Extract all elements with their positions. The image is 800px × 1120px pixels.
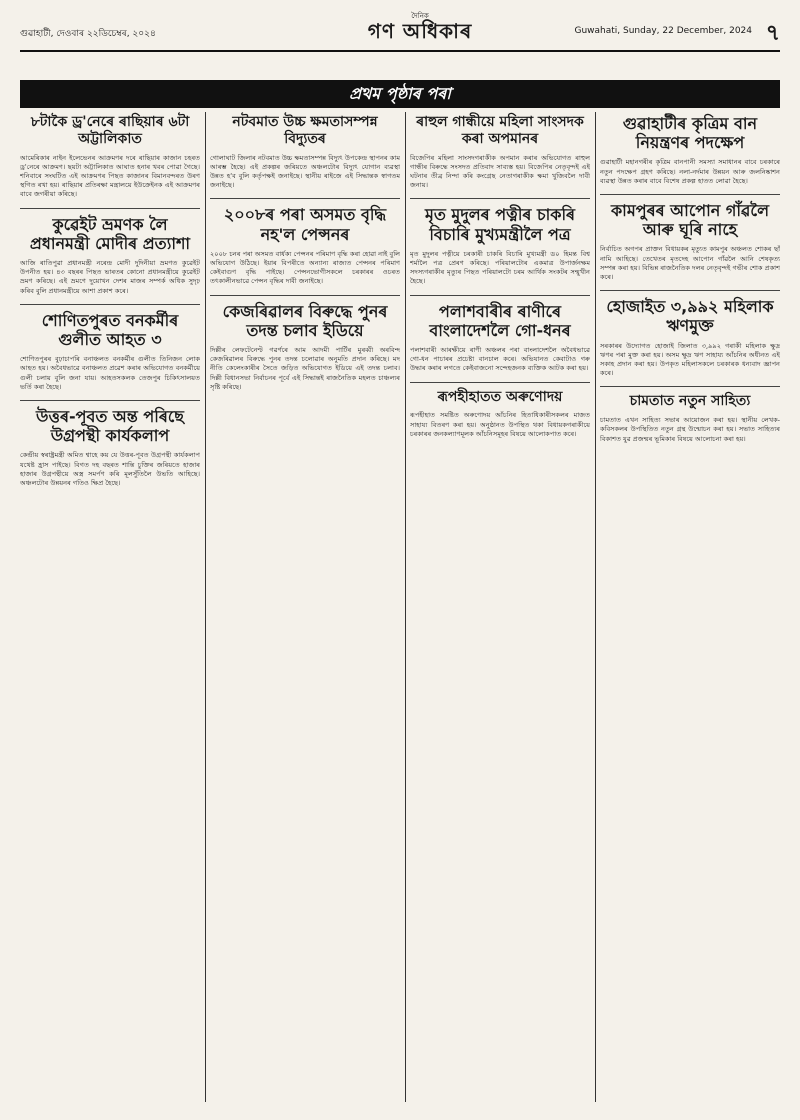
article-headline: পলাশবাৰীৰ ৰাণীৰে বাংলাদেশলৈ গো-ধনৰ [429, 301, 571, 340]
article-separator [600, 386, 780, 387]
article [210, 205, 400, 286]
article-body: পলাশবাৰী আৰক্ষীয়ে ৰাণী অঞ্চলৰ পৰা বাংলাদেশলৈ অবৈধভাৱে গো-ধন পাচাৰৰ প্ৰচেষ্টা বানচাল কৰে। অভিযানত কেবাটাও গৰু উদ্ধাৰ কৰাৰ লগতে কেইবাজনো সন্দেহজনক ব্যক্তিক আটক কৰা হয়। [410, 345, 590, 373]
masthead [20, 12, 780, 46]
article-separator [20, 304, 200, 305]
column-2 [210, 112, 400, 1102]
article-body: নিৰ্বাচিত অগপৰ প্ৰাক্তন বিধায়কৰ মৃত্যুত কামপুৰ অঞ্চলত শোকৰ ছাঁ নামি আহিছে। তেখেতৰ মৃতদেহ আপোন গাঁৱলৈ আনি শেষকৃত্য সম্পন্ন কৰা হয়। বিভিন্ন ৰাজনৈতিক দলৰ নেতৃবৃন্দই গভীৰ শোক প্ৰকাশ কৰে। [600, 245, 780, 281]
article [600, 297, 780, 378]
page-number: ৭ [765, 21, 780, 46]
article-headline: হোজাইত ৩,৯৯২ মহিলাক ঋণমুক্ত [606, 297, 774, 336]
article-headline: শোণিতপুৰত বনকৰ্মীৰ গুলীত আহত ৩ [41, 310, 179, 349]
article [410, 114, 590, 190]
article-body: গুৱাহাটী মহানগৰীৰ কৃত্ৰিম বানপানী সমস্যা সমাধানৰ বাবে চৰকাৰে নতুন পদক্ষেপ গ্ৰহণ কৰিছে। নলা-নৰ্দমাৰ উন্নয়ন আৰু জলনিষ্কাশন ব্যৱস্থা উন্নত কৰাৰ বাবে বিশেষ প্ৰকল্প হাতত লোৱা হৈছে। [600, 158, 780, 185]
article-headline: ২০০৮ৰ পৰা অসমত বৃদ্ধি নহ'ল পেন্সনৰ [223, 205, 387, 244]
article-headline: মৃত মুদুলৰ পত্নীৰ চাকৰি বিচাৰি মুখ্যমন্ত্ৰীলৈ পত্ৰ [424, 205, 576, 244]
article-body: কেন্দ্ৰীয় স্বৰাষ্ট্ৰমন্ত্ৰী অমিত শ্বাহে কয় যে উত্তৰ-পূবত উগ্ৰপন্থী কাৰ্যকলাপ যথেষ্ট হ্ৰাস পাইছে। বিগত দহ বছৰত শান্তি চুক্তিৰ জৰিয়তে হাজাৰ হাজাৰ উগ্ৰপন্থীয়ে অস্ত্ৰ সমৰ্পণ কৰি মূলসুঁতিলৈ উভতি আহিছে। অঞ্চলটোৰ উন্নয়নৰ গতিও ক্ষিপ্ৰ হৈছে। [20, 451, 200, 487]
column-divider [595, 112, 596, 1102]
article-headline: কামপুৰৰ আপোন গাঁৱলৈ আৰু ঘূৰি নাহে [610, 200, 769, 240]
column-1 [20, 112, 200, 1102]
article [410, 302, 590, 374]
article-headline: কুৱেইট ভ্ৰমণক লৈ প্ৰধানমন্ত্ৰী মোদীৰ প্ৰত্যাশা [29, 214, 191, 253]
article-body: ২০০৮ চনৰ পৰা অসমত বাৰ্ধক্য পেন্সনৰ পৰিমাণ বৃদ্ধি কৰা হোৱা নাই বুলি অভিযোগ উঠিছে। ইয়াৰ বিপৰীতে অন্যান্য ৰাজ্যত পেন্সনৰ পৰিমাণ কেইবাগুণ বৃদ্ধি পাইছে। পেন্সনভোগীসকলে চৰকাৰৰ ওচৰত তৎকালীনভাৱে পেন্সন বৃদ্ধিৰ দাবী জনাইছে। [210, 249, 400, 286]
column-divider [205, 112, 206, 1102]
article-headline: ৰূপহীহাতত অৰুণোদয় [437, 388, 563, 405]
newspaper-logo [350, 12, 490, 42]
article-separator [600, 290, 780, 291]
article-separator [410, 198, 590, 199]
article [20, 407, 200, 488]
article-body: আমেৰিকাৰ নাইন ইলেভেনৰ আক্ৰমণৰ দৰে ৰাছিয়াৰ কাজান চহৰত ড্ৰ'নেৰে আক্ৰমণ। ছয়টা অট্টালিকাত আঘাত হনাৰ খবৰ পোৱা গৈছে। শনিবাৰে সংঘটিত এই আক্ৰমণৰ পিছত কাজানৰ বিমানবন্দৰত উৰণ স্থগিত ৰখা হয়। ৰাছিয়াৰ প্ৰতিৰক্ষা মন্ত্ৰালয়ে ইউক্ৰেইনক এই আক্ৰমণৰ বাবে জগৰীয়া কৰিছে। [20, 153, 200, 199]
column-3 [410, 112, 590, 1102]
article [600, 114, 780, 186]
article-body: আজি ৰাতিপুৱা প্ৰধানমন্ত্ৰী নৰেন্দ্ৰ মোদী দুদিনীয়া ভ্ৰমণত কুৱেইট উপনীত হয়। ৪৩ বছৰৰ পিছত ভাৰতৰ কোনো প্ৰধানমন্ত্ৰীয়ে কুৱেইট ভ্ৰমণ কৰিছে। এই ভ্ৰমণে দুয়োখন দেশৰ মাজৰ সম্পৰ্ক অধিক সুদৃঢ় কৰিব বুলি প্ৰধানমন্ত্ৰীয়ে আশা প্ৰকাশ কৰে। [20, 258, 200, 295]
section-title: প্ৰথম পৃষ্ঠাৰ পৰা [20, 80, 780, 108]
article [20, 311, 200, 392]
article-separator [410, 382, 590, 383]
article [20, 215, 200, 296]
article-body: মৃত মুদুলৰ পত্নীয়ে চৰকাৰী চাকৰি বিচাৰি মুখ্যমন্ত্ৰী ড০ হিমন্ত বিশ্ব শৰ্মালৈ পত্ৰ প্ৰেৰণ কৰিছে। পৰিয়ালটোৰ একমাত্ৰ উপাৰ্জনক্ষম সদস্যগৰাকীৰ মৃত্যুৰ পিছত পৰিয়ালটো চৰম আৰ্থিক সংকটৰ সন্মুখীন হৈছে। [410, 249, 590, 286]
article-body: শোণিতপুৰৰ বুঢ়াচাপৰি বনাঞ্চলত বনকৰ্মীৰ গুলীত তিনিজন লোক আহত হয়। অবৈধভাৱে বনাঞ্চলত প্ৰৱেশ কৰাৰ অভিযোগত বনকৰ্মীয়ে গুলী চলায় বুলি জনা যায়। আহতসকলক তেজপুৰ চিকিৎসালয়ত ভৰ্তি কৰা হৈছে। [20, 355, 200, 391]
article [410, 205, 590, 286]
article [600, 201, 780, 282]
article-separator [210, 295, 400, 296]
article-body: চামতাত এখন সাহিত্য সভাৰ আয়োজন কৰা হয়। স্থানীয় লেখক-কবিসকলৰ উপস্থিতিত নতুন গ্ৰন্থ উন্মোচন কৰা হয়। সভাত সাহিত্যৰ বিকাশত যুৱ প্ৰজন্মৰ ভূমিকাৰ বিষয়ে আলোচনা কৰা হয়। [600, 416, 780, 443]
article-headline: কেজৰিৱালৰ বিৰুদ্ধে পুনৰ তদন্ত চলাব ইডিয়ে [222, 301, 388, 340]
article-headline: ৮টাকৈ ড্ৰ'নেৰে ৰাছিয়াৰ ৬টা অট্টালিকাত [30, 114, 190, 147]
logo-title: গণ অধিকাৰ [367, 19, 473, 43]
article-headline: ৰাহুল গান্ধীয়ে মহিলা সাংসদক কৰা অপমানৰ [416, 114, 584, 147]
article-headline: নটবমাত উচ্চ ক্ষমতাসম্পন্ন বিদ্যুতৰ [232, 114, 378, 147]
article-headline: চামতাত নতুন সাহিত্য [629, 393, 751, 410]
article [410, 389, 590, 439]
masthead-date-english: Guwahati, Sunday, 22 December, 2024 [574, 26, 752, 36]
article-body: সৰকাৰৰ উদ্যোগত হোজাই জিলাত ৩,৯৯২ গৰাকী মহিলাক ক্ষুদ্ৰ ঋণৰ পৰা মুক্ত কৰা হয়। অসম ক্ষুদ্ৰ ঋণ সাহায্য আঁচনিৰ অধীনত এই সকাহ প্ৰদান কৰা হয়। উপকৃত মহিলাসকলে চৰকাৰক ধন্যবাদ জ্ঞাপন কৰে। [600, 341, 780, 378]
masthead-divider [20, 50, 780, 52]
column-4 [600, 112, 780, 1102]
article-separator [20, 208, 200, 209]
article-separator [600, 194, 780, 195]
article-headline: উত্তৰ-পূবত অন্ত পৰিছে উগ্ৰপন্থী কাৰ্যকলাপ [36, 406, 184, 446]
column-divider [405, 112, 406, 1102]
article [210, 114, 400, 190]
article [20, 114, 200, 200]
article-headline: গুৱাহাটীৰ কৃত্ৰিম বান নিয়ন্ত্ৰণৰ পদক্ষেপ [622, 114, 758, 153]
article-body: গোলাঘাট জিলাৰ নটবমাত উচ্চ ক্ষমতাসম্পন্ন বিদ্যুৎ উপকেন্দ্ৰ স্থাপনৰ কাম আৰম্ভ হৈছে। এই প্ৰকল্পৰ জৰিয়তে অঞ্চলটোৰ বিদ্যুৎ যোগান ব্যৱস্থা উন্নত হ'ব বুলি কৰ্তৃপক্ষই জনাইছে। স্থানীয় ৰাইজে এই সিদ্ধান্তক স্বাগতম জনাইছে। [210, 153, 400, 190]
masthead-date-local: গুৱাহাটী, দেওবাৰ ২২ডিচেম্বৰ, ২০২৪ [20, 29, 156, 39]
article [210, 302, 400, 392]
article-body: বিজেপিৰ মহিলা সাংসদগৰাকীক অপমান কৰাৰ অভিযোগত ৰাহুল গান্ধীৰ বিৰুদ্ধে সংসদত প্ৰতিবাদ সাব্যস্ত হয়। বিজেপিৰ নেতৃবৃন্দই এই ঘটনাৰ তীব্ৰ নিন্দা কৰি কংগ্ৰেছ নেতাগৰাকীক ক্ষমা খুজিবলৈ দাবী জনায়। [410, 153, 590, 190]
article-separator [210, 198, 400, 199]
article-separator [20, 400, 200, 401]
article-body: দিল্লীৰ লেফটেনেণ্ট গৱৰ্ণৰে আম আদমী পাৰ্টিৰ মুৰব্বী অৰবিন্দ কেজৰিৱালৰ বিৰুদ্ধে পুনৰ তদন্ত চলোৱাৰ অনুমতি প্ৰদান কৰিছে। মদ নীতি কেলেংকাৰীৰ সৈতে জড়িত অভিযোগত ইডিয়ে এই তদন্ত চলাব। দিল্লী বিধানসভা নিৰ্বাচনৰ পূৰ্বে এই সিদ্ধান্তই ৰাজনৈতিক মহলত চাঞ্চল্যৰ সৃষ্টি কৰিছে। [210, 345, 400, 391]
article-body: ৰূপহীহাত সমষ্টিত অৰুণোদয় আঁচনিৰ হিতাধিকাৰীসকলৰ মাজত সাহায্য বিতৰণ কৰা হয়। অনুষ্ঠানত উপস্থিত থকা বিধায়কগৰাকীয়ে চৰকাৰৰ জনকল্যাণমূলক আঁচনিসমূহৰ বিষয়ে আলোকপাত কৰে। [410, 411, 590, 438]
article [600, 393, 780, 443]
article-separator [410, 295, 590, 296]
logo-subtitle: দৈনিক [411, 12, 429, 20]
